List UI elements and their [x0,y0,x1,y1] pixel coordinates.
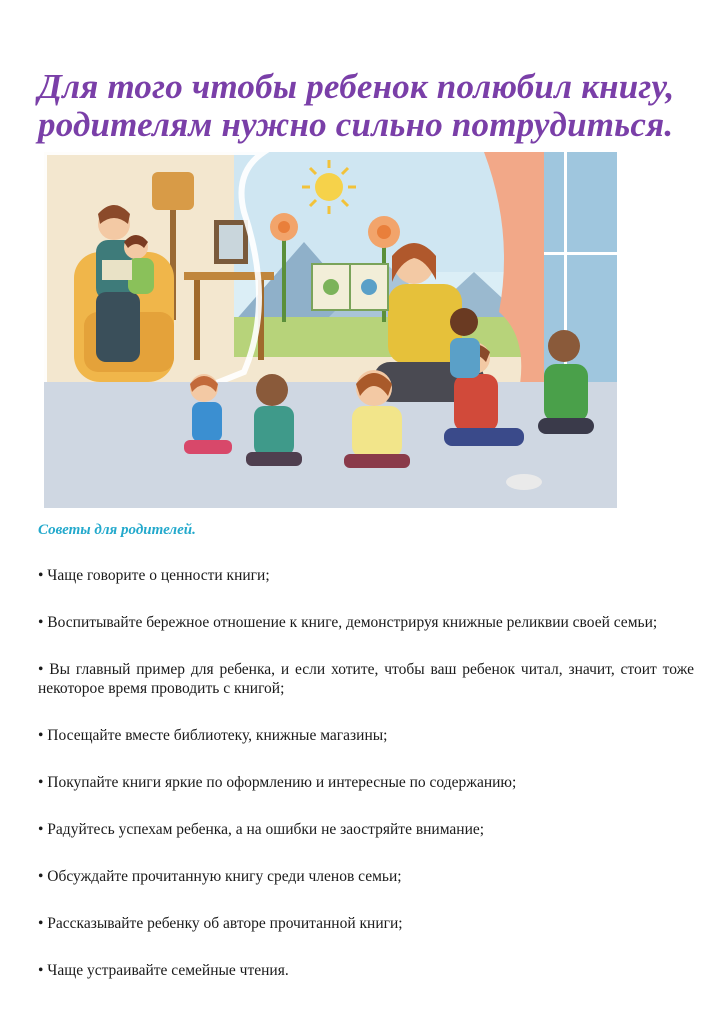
tip-item: • Покупайте книги яркие по оформлению и интересные по содержанию; [38,774,517,791]
tip-item: • Воспитывайте бережное отношение к книге, демонстрируя книжные реликвии своей семьи; [38,614,658,631]
title-line-2: родителям нужно сильно потрудиться. [38,105,674,144]
tips-list [38,566,694,1008]
tip-item: • Рассказывайте ребенку об авторе прочитанной книги; [38,915,403,932]
tip-item: • Обсуждайте прочитанную книгу среди членов семьи; [38,868,402,885]
tip-item: • Чаще говорите о ценности книги; [38,567,270,584]
title-line-1: Для того чтобы ребенок полюбил книгу, [38,67,675,106]
page-title [38,68,698,144]
tip-item: • Вы главный пример для ребенка, и если хотите, чтобы ваш ребенок читал, значит, стоит тоже некоторое время проводить с книгой; [38,661,694,697]
tip-item: • Чаще устраивайте семейные чтения. [38,962,289,979]
family-reading-illustration [44,152,617,508]
tips-heading: Советы для родителей. [38,522,196,538]
tip-item: • Радуйтесь успехам ребенка, а на ошибки не заостряйте внимание; [38,821,485,838]
tip-item: • Посещайте вместе библиотеку, книжные магазины; [38,727,388,744]
